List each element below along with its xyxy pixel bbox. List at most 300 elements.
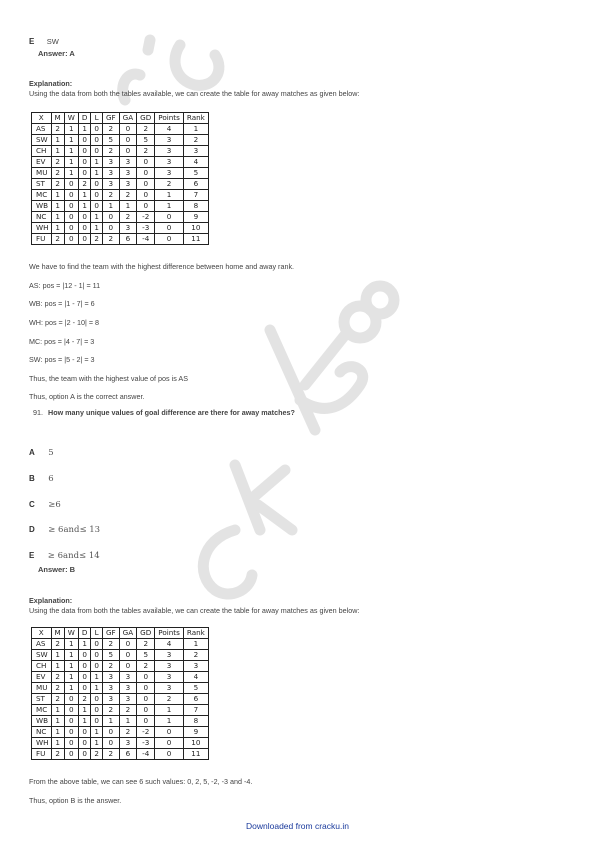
table-cell: 0 (137, 672, 155, 683)
table-cell: 0 (64, 705, 78, 716)
column-header: GD (137, 113, 155, 124)
table-cell: 0 (64, 234, 78, 245)
question-text: How many unique values of goal difference are there for away matches? (48, 408, 295, 417)
column-header: Points (155, 113, 184, 124)
column-header: Rank (183, 628, 208, 639)
table-cell: 1 (51, 190, 64, 201)
table-cell: 3 (119, 694, 137, 705)
table-cell: 3 (155, 157, 184, 168)
table-cell: 3 (102, 672, 119, 683)
table-cell: 3 (155, 650, 184, 661)
table-cell: 3 (155, 168, 184, 179)
table-cell: 1 (64, 683, 78, 694)
table-cell: 2 (51, 683, 64, 694)
table-cell: 0 (64, 179, 78, 190)
table-cell: 6 (183, 694, 208, 705)
table-cell: 2 (102, 749, 119, 760)
table-cell: 2 (78, 694, 91, 705)
pos-conclusion: Thus, the team with the highest value of pos is AS (29, 374, 189, 383)
column-header: M (51, 113, 64, 124)
correct-option: Thus, option B is the answer. (29, 796, 122, 805)
table-cell: 0 (64, 212, 78, 223)
table-cell: 2 (91, 749, 103, 760)
table-cell: 2 (137, 639, 155, 650)
table-cell: 0 (155, 212, 184, 223)
table-cell: 1 (183, 124, 208, 135)
table-cell: 1 (51, 135, 64, 146)
table-cell: 1 (64, 168, 78, 179)
table-cell: 7 (183, 705, 208, 716)
column-header: L (91, 113, 103, 124)
table-cell: 3 (102, 694, 119, 705)
table-cell: 0 (78, 749, 91, 760)
table-cell: 2 (155, 694, 184, 705)
table-cell: SW (32, 135, 52, 146)
column-header: D (78, 628, 91, 639)
table-cell: 0 (64, 716, 78, 727)
table-cell: 1 (183, 639, 208, 650)
table-cell: 1 (51, 716, 64, 727)
table-cell: 0 (119, 135, 137, 146)
answer-label: Answer: B (38, 565, 76, 574)
table-cell: CH (32, 146, 52, 157)
table-cell: 0 (91, 650, 103, 661)
table-cell: 3 (155, 683, 184, 694)
table-cell: 0 (91, 146, 103, 157)
table-cell: 0 (78, 168, 91, 179)
table-cell: 1 (51, 201, 64, 212)
table-cell: 2 (119, 190, 137, 201)
table-cell: 0 (91, 705, 103, 716)
table-cell: 1 (78, 190, 91, 201)
table-cell: 2 (155, 179, 184, 190)
table-cell: WB (32, 716, 52, 727)
table-cell: 0 (78, 672, 91, 683)
table-cell: MU (32, 683, 52, 694)
table-cell: MU (32, 168, 52, 179)
table-cell: 0 (155, 223, 184, 234)
previous-option (29, 31, 59, 49)
table-cell: 0 (155, 234, 184, 245)
table-cell: 0 (78, 157, 91, 168)
table-cell: MC (32, 190, 52, 201)
table-cell: 3 (102, 179, 119, 190)
table-cell: 4 (155, 639, 184, 650)
table-cell: 2 (78, 179, 91, 190)
table-cell: 1 (155, 716, 184, 727)
table-cell: 0 (78, 650, 91, 661)
table-cell: 3 (155, 672, 184, 683)
table-cell: 11 (183, 234, 208, 245)
table-cell: 2 (102, 124, 119, 135)
column-header: W (64, 113, 78, 124)
table-row (32, 716, 209, 727)
table-cell: 3 (102, 157, 119, 168)
table-cell: 1 (51, 212, 64, 223)
table-cell: -3 (137, 738, 155, 749)
explanation-heading: Explanation: (29, 79, 73, 88)
table-cell: 3 (155, 146, 184, 157)
table-cell: 7 (183, 190, 208, 201)
table-cell: 1 (78, 639, 91, 650)
column-header: GA (119, 628, 137, 639)
table-cell: 2 (51, 672, 64, 683)
table-cell: 3 (119, 168, 137, 179)
table-cell: CH (32, 661, 52, 672)
table-cell: 0 (64, 694, 78, 705)
table-row (32, 223, 209, 234)
table-cell: 4 (155, 124, 184, 135)
table-cell: 0 (119, 639, 137, 650)
table-cell: 9 (183, 727, 208, 738)
table-cell: 3 (102, 168, 119, 179)
pos-line: WH: pos = |2 - 10| = 8 (29, 318, 100, 327)
table-row (32, 179, 209, 190)
table-cell: 3 (119, 157, 137, 168)
table-cell: 1 (155, 705, 184, 716)
table-cell: 11 (183, 749, 208, 760)
table-cell: 2 (119, 727, 137, 738)
table-cell: 1 (51, 146, 64, 157)
table-cell: 3 (183, 661, 208, 672)
table-cell: EV (32, 157, 52, 168)
table-cell: ST (32, 179, 52, 190)
table-cell: 1 (64, 672, 78, 683)
pos-intro: We have to find the team with the highest difference between home and away rank. (29, 262, 295, 271)
table-cell: 2 (102, 146, 119, 157)
table-cell: 1 (51, 705, 64, 716)
table-cell: 2 (183, 650, 208, 661)
table-cell: 1 (64, 124, 78, 135)
option-text: ≥ 6and≤ 14 (47, 551, 100, 561)
table-cell: 0 (155, 738, 184, 749)
table-row (32, 168, 209, 179)
table-cell: 3 (119, 223, 137, 234)
table-cell: 1 (155, 190, 184, 201)
column-header: X (32, 628, 52, 639)
table-cell: WH (32, 223, 52, 234)
option-e[interactable] (29, 545, 100, 563)
table-cell: 0 (91, 124, 103, 135)
table-row (32, 190, 209, 201)
table-cell: 0 (64, 727, 78, 738)
table-cell: 1 (78, 716, 91, 727)
table-cell: 1 (102, 716, 119, 727)
table-cell: 1 (155, 201, 184, 212)
table-cell: 2 (51, 749, 64, 760)
table-cell: 0 (102, 738, 119, 749)
table-cell: EV (32, 672, 52, 683)
table-cell: 0 (78, 146, 91, 157)
table-cell: AS (32, 639, 52, 650)
option-text: ≥ 6and≤ 13 (48, 525, 101, 535)
table-cell: 2 (51, 639, 64, 650)
column-header: M (51, 628, 64, 639)
table-cell: 2 (137, 661, 155, 672)
column-header: Rank (183, 113, 208, 124)
table-cell: 5 (137, 135, 155, 146)
table-cell: 0 (91, 179, 103, 190)
column-header: Points (155, 628, 184, 639)
table-cell: 3 (119, 672, 137, 683)
pos-line: MC: pos = |4 - 7| = 3 (29, 337, 95, 346)
table-cell: 2 (91, 234, 103, 245)
table-cell: 0 (91, 716, 103, 727)
table-cell: 10 (183, 223, 208, 234)
table-cell: 0 (64, 738, 78, 749)
table-cell: 3 (119, 683, 137, 694)
column-header: L (91, 628, 103, 639)
table-cell: 1 (91, 168, 103, 179)
table-cell: 1 (64, 146, 78, 157)
table-cell: 0 (155, 727, 184, 738)
explanation-heading: Explanation: (29, 596, 73, 605)
table-cell: 0 (91, 201, 103, 212)
table-cell: 0 (78, 738, 91, 749)
option-text: ≥6 (48, 500, 61, 510)
table-cell: 0 (91, 694, 103, 705)
away-matches-table (31, 627, 209, 760)
table-cell: 3 (119, 738, 137, 749)
table-row (32, 157, 209, 168)
table-cell: 2 (119, 705, 137, 716)
answer-label: Answer: A (38, 49, 75, 58)
table-cell: 1 (64, 661, 78, 672)
table-cell: 0 (137, 190, 155, 201)
table-cell: 4 (183, 672, 208, 683)
table-cell: 0 (64, 201, 78, 212)
table-cell: 0 (137, 705, 155, 716)
pos-line: SW: pos = |5 - 2| = 3 (29, 355, 95, 364)
table-row (32, 212, 209, 223)
table-header-row (32, 628, 209, 639)
table-cell: 0 (64, 749, 78, 760)
table-cell: 0 (137, 694, 155, 705)
table-cell: 0 (78, 135, 91, 146)
table-row (32, 234, 209, 245)
table-cell: 0 (137, 201, 155, 212)
table-cell: 0 (78, 234, 91, 245)
table-cell: 8 (183, 716, 208, 727)
table-cell: 8 (183, 201, 208, 212)
option-text: 5 (48, 448, 54, 458)
pos-correct: Thus, option A is the correct answer. (29, 392, 145, 401)
table-header-row (32, 113, 209, 124)
table-cell: 5 (183, 168, 208, 179)
option-c[interactable] (29, 494, 61, 512)
table-cell: 1 (91, 157, 103, 168)
table-cell: 0 (155, 749, 184, 760)
table-cell: -4 (137, 234, 155, 245)
table-cell: NC (32, 727, 52, 738)
option-text: 6 (48, 474, 54, 484)
table-cell: -2 (137, 212, 155, 223)
table-cell: -3 (137, 223, 155, 234)
table-cell: ST (32, 694, 52, 705)
table-cell: 1 (78, 705, 91, 716)
table-cell: 3 (155, 135, 184, 146)
table-row (32, 639, 209, 650)
table-cell: 2 (51, 124, 64, 135)
table-row (32, 683, 209, 694)
table-cell: 0 (91, 661, 103, 672)
table-cell: AS (32, 124, 52, 135)
option-b[interactable] (29, 468, 54, 486)
table-cell: 0 (64, 223, 78, 234)
explanation-intro: Using the data from both the tables available, we can create the table for away matches as given below: (29, 89, 360, 98)
column-header: X (32, 113, 52, 124)
table-cell: 1 (102, 201, 119, 212)
table-cell: 1 (119, 716, 137, 727)
table-cell: 1 (91, 683, 103, 694)
table-cell: -4 (137, 749, 155, 760)
table-cell: 2 (119, 212, 137, 223)
table-cell: 3 (155, 661, 184, 672)
option-letter: C (29, 500, 35, 509)
table-cell: 1 (91, 672, 103, 683)
explanation-intro: Using the data from both the tables available, we can create the table for away matches as given below: (29, 606, 360, 615)
option-letter: B (29, 474, 35, 483)
table-cell: 5 (183, 683, 208, 694)
option-letter: E (29, 37, 35, 46)
table-cell: FU (32, 234, 52, 245)
footer (0, 816, 595, 834)
column-header: GD (137, 628, 155, 639)
table-row (32, 672, 209, 683)
table-cell: 1 (78, 124, 91, 135)
table-row (32, 694, 209, 705)
table-cell: 0 (91, 190, 103, 201)
table-cell: 0 (119, 124, 137, 135)
table-cell: 4 (183, 157, 208, 168)
table-row (32, 661, 209, 672)
table-cell: 2 (51, 168, 64, 179)
table-cell: 2 (183, 135, 208, 146)
table-cell: WH (32, 738, 52, 749)
table-cell: 1 (91, 212, 103, 223)
option-d[interactable] (29, 519, 100, 537)
table-cell: 3 (119, 179, 137, 190)
table-cell: 0 (119, 661, 137, 672)
table-cell: 2 (51, 234, 64, 245)
table-cell: 9 (183, 212, 208, 223)
table-cell: 2 (51, 179, 64, 190)
table-row (32, 650, 209, 661)
table-cell: 0 (64, 190, 78, 201)
table-cell: 2 (102, 234, 119, 245)
table-cell: 1 (91, 727, 103, 738)
table-cell: 0 (137, 716, 155, 727)
pos-line: WB: pos = |1 - 7| = 6 (29, 299, 95, 308)
option-letter: D (29, 525, 35, 534)
table-cell: 1 (64, 650, 78, 661)
table-cell: 1 (64, 135, 78, 146)
table-cell: 2 (102, 190, 119, 201)
table-cell: MC (32, 705, 52, 716)
table-cell: 3 (102, 683, 119, 694)
table-cell: 1 (51, 223, 64, 234)
table-cell: FU (32, 749, 52, 760)
table-row (32, 738, 209, 749)
table-cell: 0 (78, 727, 91, 738)
table-cell: 3 (183, 146, 208, 157)
question (33, 408, 295, 417)
table-cell: 0 (78, 683, 91, 694)
table-cell: 0 (102, 223, 119, 234)
question-number: 91. (33, 408, 43, 417)
table-cell: 5 (102, 650, 119, 661)
table-cell: SW (32, 650, 52, 661)
table-cell: 1 (64, 639, 78, 650)
table-cell: 2 (51, 694, 64, 705)
option-letter: E (29, 551, 35, 560)
column-header: GF (102, 113, 119, 124)
away-matches-table (31, 112, 209, 245)
column-header: GF (102, 628, 119, 639)
table-cell: -2 (137, 727, 155, 738)
column-header: D (78, 113, 91, 124)
table-cell: 2 (102, 661, 119, 672)
conclusion: From the above table, we can see 6 such values: 0, 2, 5, -2, -3 and -4. (29, 777, 253, 786)
table-cell: 1 (51, 650, 64, 661)
table-cell: 0 (78, 223, 91, 234)
table-cell: 1 (51, 661, 64, 672)
column-header: W (64, 628, 78, 639)
table-row (32, 135, 209, 146)
table-cell: 0 (119, 146, 137, 157)
table-cell: 1 (91, 738, 103, 749)
table-row (32, 705, 209, 716)
table-cell: 0 (78, 661, 91, 672)
pos-line: AS: pos = |12 - 1| = 11 (29, 281, 101, 290)
table-cell: 1 (51, 727, 64, 738)
table-cell: 1 (91, 223, 103, 234)
table-cell: NC (32, 212, 52, 223)
table-cell: 0 (78, 212, 91, 223)
table-cell: 0 (91, 135, 103, 146)
table-cell: 2 (137, 146, 155, 157)
table-cell: 1 (64, 157, 78, 168)
footer-link[interactable]: Downloaded from cracku.in (246, 821, 349, 831)
table-cell: 2 (51, 157, 64, 168)
table-cell: 1 (119, 201, 137, 212)
option-letter: A (29, 448, 35, 457)
table-cell: 0 (137, 683, 155, 694)
table-row (32, 749, 209, 760)
table-row (32, 146, 209, 157)
table-cell: 1 (78, 201, 91, 212)
table-cell: 0 (119, 650, 137, 661)
table-cell: 0 (102, 212, 119, 223)
table-cell: 6 (183, 179, 208, 190)
option-a[interactable] (29, 442, 54, 460)
table-row (32, 727, 209, 738)
table-cell: 2 (102, 705, 119, 716)
table-cell: 5 (102, 135, 119, 146)
table-cell: 0 (137, 179, 155, 190)
table-cell: WB (32, 201, 52, 212)
table-cell: 6 (119, 234, 137, 245)
table-cell: 10 (183, 738, 208, 749)
table-cell: 0 (137, 168, 155, 179)
table-cell: 1 (51, 738, 64, 749)
table-row (32, 124, 209, 135)
table-cell: 6 (119, 749, 137, 760)
column-header: GA (119, 113, 137, 124)
table-cell: 2 (102, 639, 119, 650)
table-cell: 5 (137, 650, 155, 661)
table-row (32, 201, 209, 212)
